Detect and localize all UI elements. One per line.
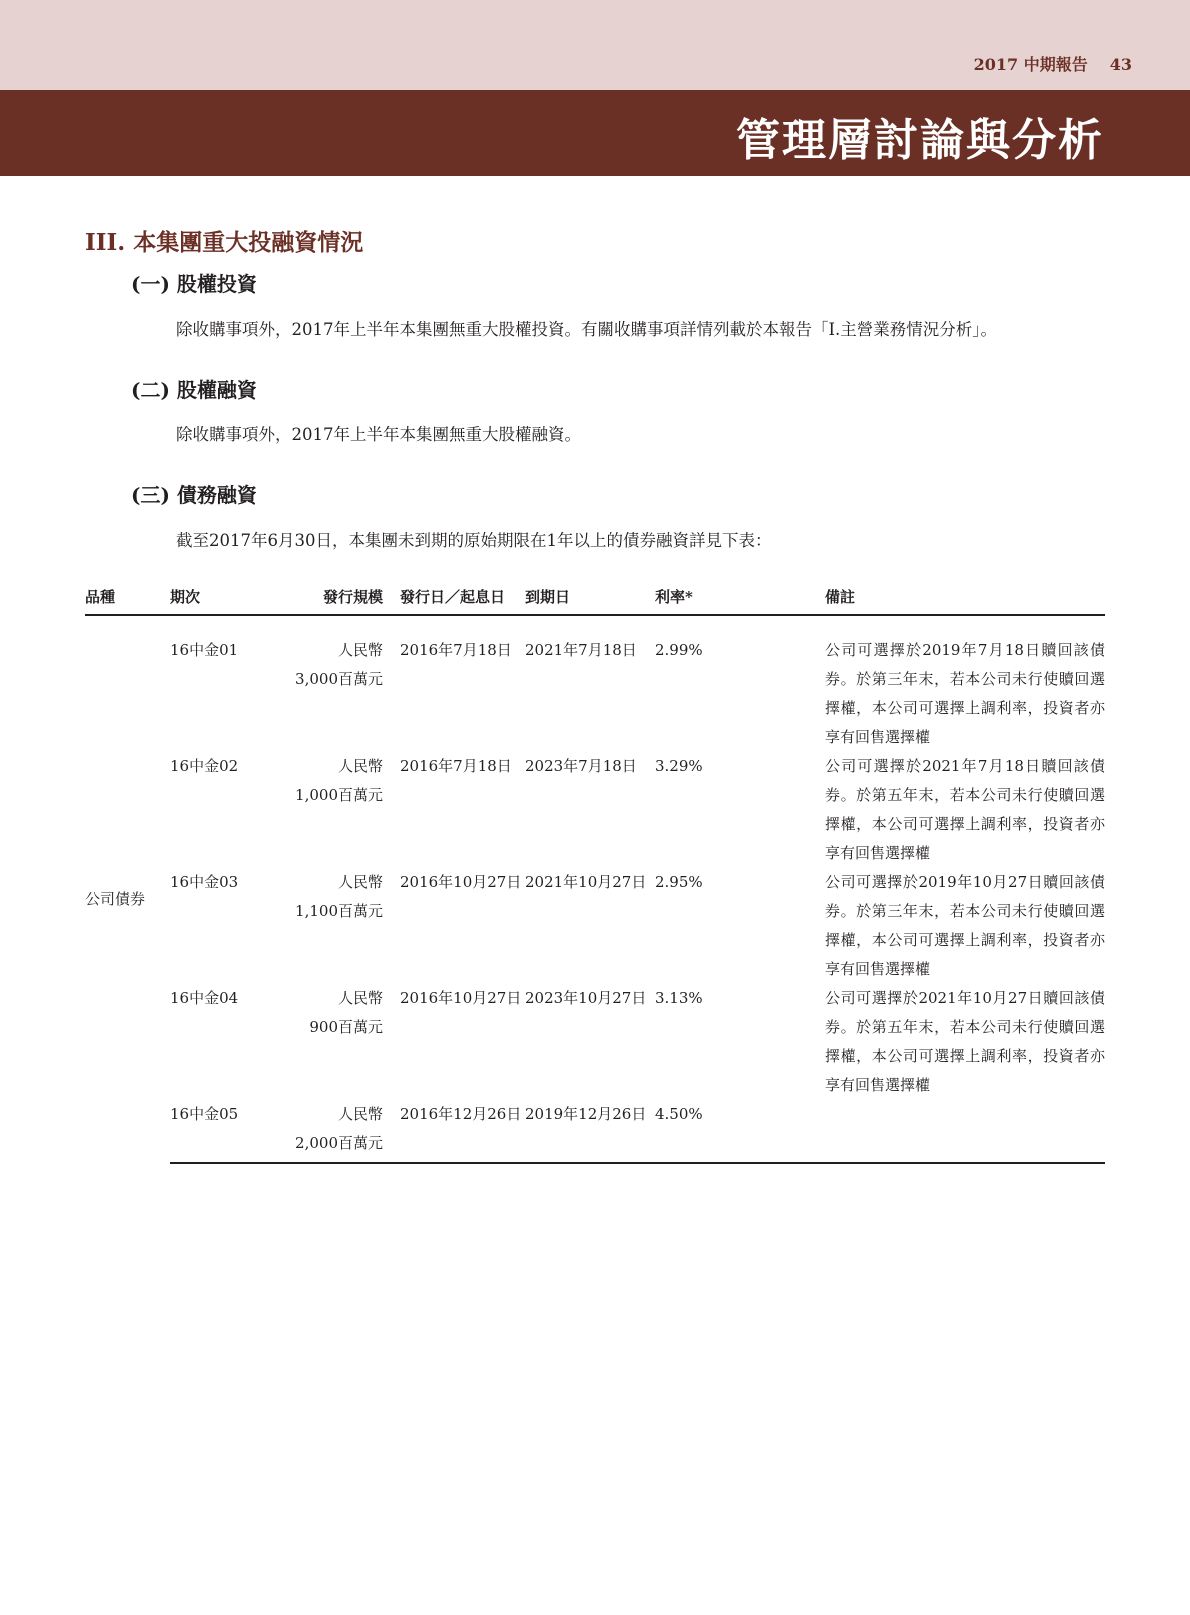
scale-amount: 2,000百萬元	[295, 1134, 383, 1152]
issue-date: 2016年12月26日	[400, 1100, 525, 1163]
table-row	[85, 868, 1105, 984]
bond-series: 16中金05	[170, 1100, 275, 1163]
scale-currency: 人民幣	[337, 757, 383, 775]
maturity-date: 2023年7月18日	[525, 757, 637, 775]
chapter-title-band	[0, 90, 1190, 176]
issue-date: 2016年7月18日	[400, 641, 512, 659]
page-number: 43	[1109, 55, 1132, 74]
scale-currency: 人民幣	[337, 873, 383, 891]
header-series: 期次	[170, 586, 275, 615]
interest-rate: 2.95%	[655, 873, 703, 891]
maturity-date: 2021年7月18日	[525, 641, 637, 659]
debt-financing-heading: (三) 債務融資	[131, 483, 257, 507]
scale-amount: 3,000百萬元	[295, 670, 383, 688]
chapter-title: 管理層討論與分析	[736, 115, 1104, 166]
table-row	[85, 984, 1105, 1100]
scale-amount: 1,000百萬元	[295, 786, 383, 804]
issue-scale	[275, 984, 400, 1100]
running-head	[974, 52, 1132, 75]
bond-table	[85, 586, 1105, 1164]
table-row	[85, 615, 1105, 752]
header-band	[0, 0, 1190, 90]
header-issue-date: 發行日／起息日	[400, 586, 525, 615]
equity-financing-heading: (二) 股權融資	[131, 378, 257, 402]
header-maturity: 到期日	[525, 586, 655, 615]
issue-date: 2016年7月18日	[400, 757, 512, 775]
issue-date: 2016年10月27日	[400, 873, 522, 891]
issue-scale	[275, 1100, 400, 1163]
header-rate: 利率*	[655, 586, 825, 615]
bond-series: 16中金04	[170, 989, 239, 1007]
bond-series: 16中金02	[170, 757, 239, 775]
bond-remark: 公司可選擇於2021年7月18日贖回該債券。於第五年末，若本公司未行使贖回選擇權，本公司可選擇上調利率，投資者亦享有回售選擇權	[825, 757, 1105, 862]
scale-currency: 人民幣	[337, 641, 383, 659]
bond-series: 16中金03	[170, 873, 239, 891]
interest-rate: 4.50%	[655, 1100, 825, 1163]
maturity-date: 2019年12月26日	[525, 1100, 655, 1163]
table-header-row	[85, 586, 1105, 615]
report-label: 2017 中期報告	[973, 55, 1088, 74]
header-remark: 備註	[825, 586, 1105, 615]
interest-rate: 3.13%	[655, 989, 703, 1007]
header-type: 品種	[85, 586, 170, 615]
debt-financing-text: 截至2017年6月30日，本集團未到期的原始期限在1年以上的債券融資詳見下表：	[176, 531, 772, 550]
bond-remark: 公司可選擇於2021年10月27日贖回該債券。於第五年末，若本公司未行使贖回選擇權，本公司可選擇上調利率，投資者亦享有回售選擇權	[825, 989, 1105, 1094]
issue-date: 2016年10月27日	[400, 989, 522, 1007]
issue-scale	[275, 752, 400, 868]
issue-scale	[275, 615, 400, 752]
scale-currency: 人民幣	[337, 989, 383, 1007]
interest-rate: 2.99%	[655, 641, 703, 659]
section-heading: III. 本集團重大投融資情況	[85, 229, 364, 256]
bond-remark: 公司可選擇於2019年10月27日贖回該債券。於第三年末，若本公司未行使贖回選擇權，本公司可選擇上調利率，投資者亦享有回售選擇權	[825, 873, 1105, 978]
bond-remark: 公司可選擇於2019年7月18日贖回該債券。於第三年末，若本公司未行使贖回選擇權，本公司可選擇上調利率，投資者亦享有回售選擇權	[825, 641, 1105, 746]
equity-investment-heading: (一) 股權投資	[131, 272, 257, 296]
scale-amount: 1,100百萬元	[295, 902, 383, 920]
maturity-date: 2023年10月27日	[525, 989, 647, 1007]
table-row	[85, 752, 1105, 868]
bond-remark	[825, 1100, 1105, 1163]
scale-currency: 人民幣	[337, 1105, 383, 1123]
bond-category: 公司債券	[85, 890, 146, 908]
equity-financing-text: 除收購事項外，2017年上半年本集團無重大股權融資。	[176, 425, 581, 444]
bond-series: 16中金01	[170, 641, 239, 659]
maturity-date: 2021年10月27日	[525, 873, 647, 891]
equity-investment-text: 除收購事項外，2017年上半年本集團無重大股權投資。有關收購事項詳情列載於本報告「I.主營業務情況分析」。	[176, 320, 998, 339]
issue-scale	[275, 868, 400, 984]
scale-amount: 900百萬元	[309, 1018, 383, 1036]
table-row	[85, 1100, 1105, 1163]
header-scale: 發行規模	[275, 586, 400, 615]
interest-rate: 3.29%	[655, 757, 703, 775]
